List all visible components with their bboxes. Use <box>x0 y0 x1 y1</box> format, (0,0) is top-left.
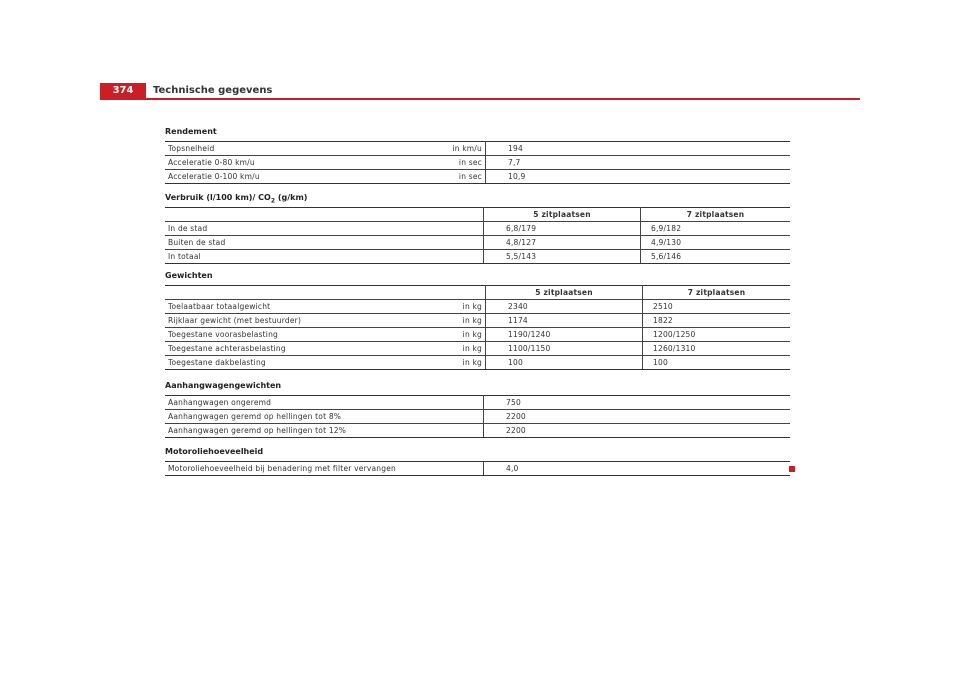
row-unit: in kg <box>443 342 486 356</box>
col-header-5-seats: 5 zitplaatsen <box>484 208 641 222</box>
page-number: 374 <box>100 83 146 98</box>
section-title-motorolie: Motoroliehoeveelheid <box>165 447 264 456</box>
col-header-5-seats: 5 zitplaatsen <box>486 286 643 300</box>
table-header-row <box>165 208 790 222</box>
row-value: 2200 <box>484 410 791 424</box>
row-value: 2510 <box>643 300 791 314</box>
row-label: Toegestane dakbelasting <box>165 356 443 370</box>
table-row <box>165 222 790 236</box>
row-label: Toegestane achterasbelasting <box>165 342 443 356</box>
table-header-row <box>165 286 790 300</box>
table-gewichten <box>165 285 790 370</box>
table-row <box>165 300 790 314</box>
row-value: 4,9/130 <box>641 236 791 250</box>
row-label: In totaal <box>165 250 484 264</box>
table-row <box>165 314 790 328</box>
row-label: Aanhangwagen geremd op hellingen tot 8% <box>165 410 484 424</box>
row-value: 1200/1250 <box>643 328 791 342</box>
title-subscript: 2 <box>270 197 276 205</box>
table-rendement <box>165 141 790 184</box>
col-header-7-seats: 7 zitplaatsen <box>643 286 791 300</box>
page-header <box>100 83 860 100</box>
table-motorolie <box>165 461 790 476</box>
table-row <box>165 396 790 410</box>
row-value: 2340 <box>486 300 643 314</box>
row-value: 1822 <box>643 314 791 328</box>
section-title-aanhangwagen: Aanhangwagengewichten <box>165 381 282 390</box>
title-suffix: (g/km) <box>275 193 308 202</box>
table-row <box>165 356 790 370</box>
row-value: 4,8/127 <box>484 236 641 250</box>
row-value: 1260/1310 <box>643 342 791 356</box>
table-row <box>165 170 790 184</box>
row-label: Topsnelheid <box>165 142 443 156</box>
row-label: Acceleratie 0-100 km/u <box>165 170 443 184</box>
row-unit: in sec <box>443 156 486 170</box>
section-title-rendement: Rendement <box>165 127 217 136</box>
row-value: 5,5/143 <box>484 250 641 264</box>
table-row <box>165 342 790 356</box>
row-value: 5,6/146 <box>641 250 791 264</box>
row-unit: in kg <box>443 300 486 314</box>
table-row <box>165 236 790 250</box>
table-verbruik <box>165 207 790 264</box>
row-label: Rijklaar gewicht (met bestuurder) <box>165 314 443 328</box>
row-value: 1190/1240 <box>486 328 643 342</box>
table-row <box>165 250 790 264</box>
row-value: 4,0 <box>484 462 791 476</box>
row-value: 100 <box>643 356 791 370</box>
header-empty <box>165 286 486 300</box>
header-empty <box>165 208 484 222</box>
row-value: 7,7 <box>486 156 791 170</box>
row-label: Motoroliehoeveelheid bij benadering met filter vervangen <box>165 462 484 476</box>
end-of-section-mark <box>789 466 795 472</box>
row-value: 1174 <box>486 314 643 328</box>
table-aanhangwagen <box>165 395 790 438</box>
section-title-gewichten: Gewichten <box>165 271 213 280</box>
row-value: 100 <box>486 356 643 370</box>
row-unit: in km/u <box>443 142 486 156</box>
page-title: Technische gegevens <box>153 85 273 96</box>
row-value: 750 <box>484 396 791 410</box>
header-rule <box>100 98 860 100</box>
table-row <box>165 142 790 156</box>
row-label: Toegestane voorasbelasting <box>165 328 443 342</box>
row-unit: in sec <box>443 170 486 184</box>
section-title-verbruik <box>165 193 307 205</box>
table-row <box>165 156 790 170</box>
row-value: 1100/1150 <box>486 342 643 356</box>
row-label: Aanhangwagen geremd op hellingen tot 12% <box>165 424 484 438</box>
row-value: 194 <box>486 142 791 156</box>
row-value: 2200 <box>484 424 791 438</box>
row-label: Toelaatbaar totaalgewicht <box>165 300 443 314</box>
table-row <box>165 424 790 438</box>
table-row <box>165 328 790 342</box>
row-unit: in kg <box>443 328 486 342</box>
table-row <box>165 410 790 424</box>
row-unit: in kg <box>443 356 486 370</box>
table-row <box>165 462 790 476</box>
row-label: Acceleratie 0-80 km/u <box>165 156 443 170</box>
row-value: 6,8/179 <box>484 222 641 236</box>
row-label: Aanhangwagen ongeremd <box>165 396 484 410</box>
row-value: 10,9 <box>486 170 791 184</box>
row-unit: in kg <box>443 314 486 328</box>
title-prefix: Verbruik (l/100 km)/ CO <box>165 193 271 202</box>
row-label: In de stad <box>165 222 484 236</box>
row-label: Buiten de stad <box>165 236 484 250</box>
col-header-7-seats: 7 zitplaatsen <box>641 208 791 222</box>
row-value: 6,9/182 <box>641 222 791 236</box>
